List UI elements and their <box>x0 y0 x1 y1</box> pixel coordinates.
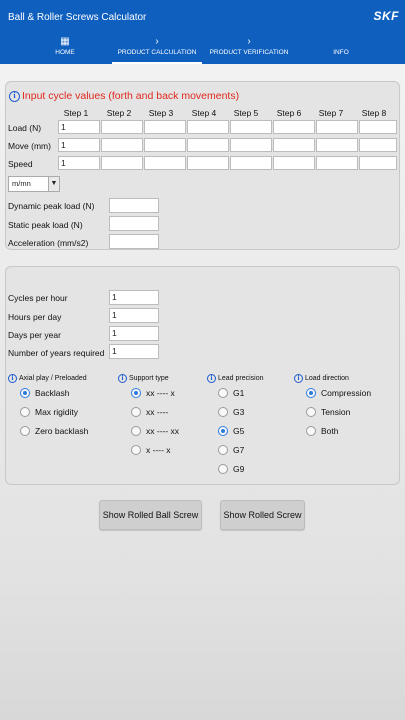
radio-compression[interactable]: Compression <box>306 387 371 398</box>
show-rolled-screw-button[interactable]: Show Rolled Screw <box>220 500 305 530</box>
cycle-panel <box>5 81 400 250</box>
radio-g1[interactable]: G1 <box>218 387 244 398</box>
speed-step-input[interactable] <box>316 156 358 170</box>
cycle-title: i Input cycle values (forth and back movements) <box>9 90 239 102</box>
speed-unit-value: m/mn <box>12 179 31 188</box>
radio-selected-icon <box>131 388 141 398</box>
hours-per-day-label: Hours per day <box>8 312 62 322</box>
radio-max-rigidity[interactable]: Max rigidity <box>20 406 78 417</box>
move-step-input[interactable] <box>230 138 272 152</box>
tab-product-verification-label: PRODUCT VERIFICATION <box>209 49 289 56</box>
info-icon[interactable]: i <box>294 374 303 383</box>
radio-g9[interactable]: G9 <box>218 463 244 474</box>
skf-logo: SKF <box>373 9 399 23</box>
load-step-input[interactable] <box>273 120 315 134</box>
load-direction-title: i Load direction <box>294 374 349 383</box>
radio-icon <box>306 407 316 417</box>
move-step-input[interactable]: 1 <box>58 138 100 152</box>
radio-support-x-x[interactable]: x ---- x <box>131 444 171 455</box>
axial-play-title: i Axial play / Preloaded <box>8 374 87 383</box>
app-header <box>0 0 405 64</box>
acceleration-input[interactable] <box>109 234 159 249</box>
tab-info[interactable] <box>296 34 386 64</box>
static-peak-load-label: Static peak load (N) <box>8 220 83 230</box>
speed-step-input[interactable] <box>230 156 272 170</box>
years-required-label: Number of years required <box>8 348 105 358</box>
info-icon[interactable]: i <box>118 374 127 383</box>
cycles-per-hour-label: Cycles per hour <box>8 293 68 303</box>
radio-support-xx[interactable]: xx ---- <box>131 406 168 417</box>
lead-precision-title: i Lead precision <box>207 374 263 383</box>
radio-icon <box>218 388 228 398</box>
move-step-input[interactable] <box>359 138 397 152</box>
speed-step-input[interactable] <box>101 156 143 170</box>
move-step-input[interactable] <box>187 138 229 152</box>
speed-step-input[interactable] <box>187 156 229 170</box>
radio-selected-icon <box>218 426 228 436</box>
radio-icon <box>20 407 30 417</box>
radio-support-xx-xx[interactable]: xx ---- xx <box>131 425 179 436</box>
step-header: Step 5 <box>233 108 259 118</box>
radio-selected-icon <box>20 388 30 398</box>
tab-home-label: HOME <box>55 49 75 56</box>
step-header: Step 1 <box>63 108 89 118</box>
cycles-per-hour-input[interactable]: 1 <box>109 290 159 305</box>
radio-icon <box>218 407 228 417</box>
usage-panel <box>5 266 400 485</box>
move-step-input[interactable] <box>316 138 358 152</box>
show-rolled-ball-screw-button[interactable]: Show Rolled Ball Screw <box>99 500 202 530</box>
radio-tension[interactable]: Tension <box>306 406 350 417</box>
radio-icon <box>218 464 228 474</box>
support-type-title: i Support type <box>118 374 169 383</box>
tab-product-calculation-label: PRODUCT CALCULATION <box>117 49 197 56</box>
chevron-icon: › <box>155 36 159 47</box>
days-per-year-input[interactable]: 1 <box>109 326 159 341</box>
load-step-input[interactable] <box>316 120 358 134</box>
radio-zero-backlash[interactable]: Zero backlash <box>20 425 88 436</box>
load-step-input[interactable] <box>144 120 186 134</box>
step-header: Step 3 <box>148 108 174 118</box>
step-header: Step 6 <box>276 108 302 118</box>
tab-info-label: INFO <box>333 49 349 56</box>
radio-icon <box>131 407 141 417</box>
tab-bar <box>0 34 405 64</box>
speed-step-input[interactable]: 1 <box>58 156 100 170</box>
load-step-input[interactable] <box>187 120 229 134</box>
radio-g3[interactable]: G3 <box>218 406 244 417</box>
days-per-year-label: Days per year <box>8 330 61 340</box>
row-label-load: Load (N) <box>8 123 42 133</box>
static-peak-load-input[interactable] <box>109 216 159 231</box>
speed-step-input[interactable] <box>144 156 186 170</box>
step-header: Step 4 <box>191 108 217 118</box>
tab-home[interactable] <box>20 34 110 64</box>
radio-icon <box>20 426 30 436</box>
load-step-input[interactable] <box>359 120 397 134</box>
row-label-speed: Speed <box>8 159 33 169</box>
step-header: Step 7 <box>318 108 344 118</box>
move-step-input[interactable] <box>144 138 186 152</box>
app-title: Ball & Roller Screws Calculator <box>8 12 147 23</box>
load-step-input[interactable]: 1 <box>58 120 100 134</box>
radio-g5[interactable]: G5 <box>218 425 244 436</box>
radio-both[interactable]: Both <box>306 425 339 436</box>
chevron-down-icon: ▼ <box>48 177 59 191</box>
row-label-move: Move (mm) <box>8 141 51 151</box>
chevron-icon: › <box>247 36 251 47</box>
years-required-input[interactable]: 1 <box>109 344 159 359</box>
move-step-input[interactable] <box>101 138 143 152</box>
load-step-input[interactable] <box>101 120 143 134</box>
tab-product-calculation[interactable] <box>112 34 202 64</box>
radio-icon <box>218 445 228 455</box>
move-step-input[interactable] <box>273 138 315 152</box>
speed-step-input[interactable] <box>273 156 315 170</box>
acceleration-label: Acceleration (mm/s2) <box>8 238 89 248</box>
tab-product-verification[interactable] <box>204 34 294 64</box>
dynamic-peak-load-input[interactable] <box>109 198 159 213</box>
radio-icon <box>131 445 141 455</box>
info-icon[interactable]: i <box>9 91 20 102</box>
speed-unit-select[interactable] <box>8 176 60 192</box>
radio-support-xx-x[interactable]: xx ---- x <box>131 387 175 398</box>
radio-backlash[interactable]: Backlash <box>20 387 70 398</box>
load-step-input[interactable] <box>230 120 272 134</box>
dynamic-peak-load-label: Dynamic peak load (N) <box>8 201 95 211</box>
radio-selected-icon <box>306 388 316 398</box>
hours-per-day-input[interactable]: 1 <box>109 308 159 323</box>
step-header: Step 8 <box>361 108 387 118</box>
radio-g7[interactable]: G7 <box>218 444 244 455</box>
info-icon[interactable]: i <box>207 374 216 383</box>
step-header: Step 2 <box>106 108 132 118</box>
radio-icon <box>306 426 316 436</box>
grid-icon: ▦ <box>60 36 70 47</box>
info-icon[interactable]: i <box>8 374 17 383</box>
radio-icon <box>131 426 141 436</box>
speed-step-input[interactable] <box>359 156 397 170</box>
